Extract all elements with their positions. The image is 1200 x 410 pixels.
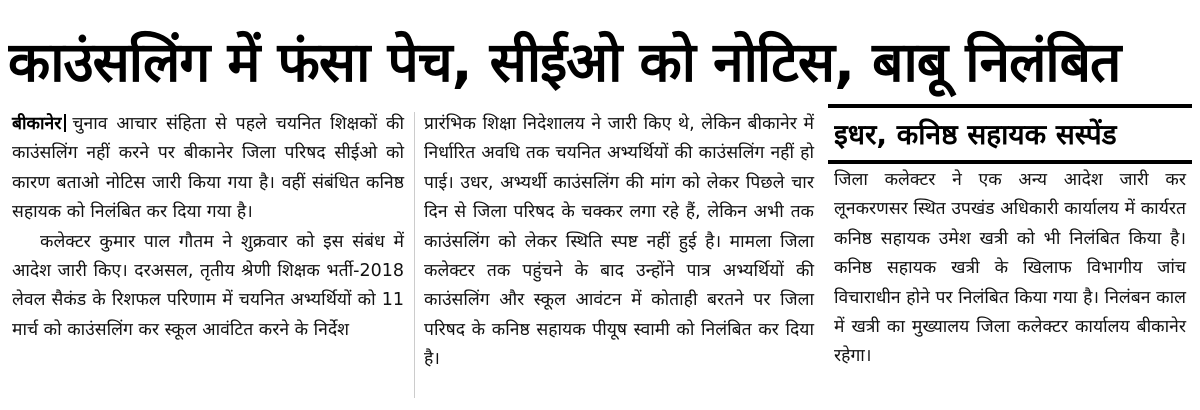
sidebar-box: [828, 102, 1192, 402]
headline: काउंसलिंग में फंसा पेच, सीईओ को नोटिस, बाबू निलंबित: [8, 30, 1121, 94]
dateline: बीकानेर: [12, 114, 62, 134]
sidebar-paragraph: जिला कलेक्टर ने एक अन्य आदेश जारी कर लूनकरणसर स्थित उपखंड अधिकारी कार्यालय में कार्यरत कनिष्ठ सहायक उमेश खत्री को भी निलंबित किया है। कनिष्ठ सहायक खत्री के खिलाफ विभागीय जांच विचाराधीन होने पर निलंबित किया गया है। निलंबन काल में खत्री का मुख्यालय जिला कलेक्टर कार्यालय बीकानेर रहेगा।: [834, 170, 1186, 367]
article-paragraph-1: [12, 110, 404, 228]
dateline-separator: [64, 114, 66, 132]
sidebar-title: इधर, कनिष्ठ सहायक सस्पेंड: [834, 118, 1117, 151]
sidebar-body: [834, 166, 1186, 372]
column-divider: [414, 112, 415, 398]
sidebar-bottom-rule: [828, 160, 1192, 164]
article-paragraph-2: कलेक्टर कुमार पाल गौतम ने शुक्रवार को इस संबंध में आदेश जारी किए। दरअसल, तृतीय श्रेणी शिक्षक भर्ती-2018 लेवल सैकंड के रिशफल परिणाम में चयनित अभ्यर्थियों को 11 मार्च को काउंसलिंग कर स्कूल आवंटित करने के निर्देश: [12, 231, 404, 340]
article-column-1: [12, 110, 404, 345]
article-column-2: [424, 110, 814, 375]
article-paragraph-3: प्रारंभिक शिक्षा निदेशालय ने जारी किए थे, लेकिन बीकानेर में निर्धारित अवधि तक चयनित अभ्यर्थियों की काउंसलिंग नहीं हो पाई। उधर, अभ्यर्थी काउंसलिंग की मांग को लेकर पिछले चार दिन से जिला परिषद के चक्कर लगा रहे हैं, लेकिन अभी तक काउंसलिंग को लेकर स्थिति स्पष्ट नहीं हुई है। मामला जिला कलेक्टर तक पहुंचने के बाद उन्होंने पात्र अभ्यर्थियों की काउंसलिंग और स्कूल आवंटन में कोताही बरतने पर जिला परिषद के कनिष्ठ सहायक पीयूष स्वामी को निलंबित कर दिया है।: [424, 114, 814, 370]
sidebar-top-rule: [828, 104, 1192, 108]
paragraph-1-text: चुनाव आचार संहिता से पहले चयनित शिक्षकों की काउंसलिंग नहीं करने पर बीकानेर जिला परिषद सीईओ को कारण बताओ नोटिस जारी किया गया है। वहीं संबंधित कनिष्ठ सहायक को निलंबित कर दिया गया है।: [12, 114, 404, 223]
